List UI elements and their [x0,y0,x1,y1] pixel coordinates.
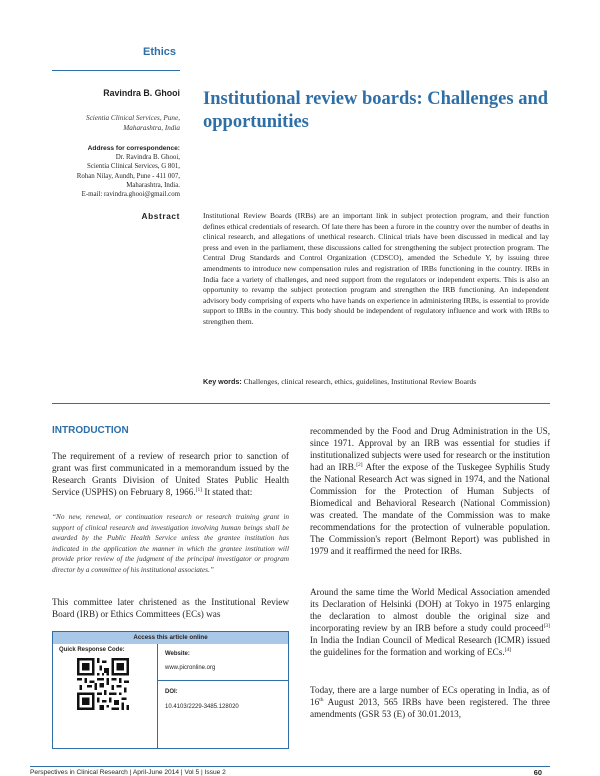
usphs-quote: “No new, renewal, or continuation research or research training grant in support of clinical research and investigation involving human beings shall be awarded by the Public Health Service unless the grantee institution has indicated in the application the manner in which the grantee institution will provide prior review of the judgment of the principal investigator or program director by a committee of his institutional associates.” [52,512,289,574]
footer-issue-date: April-June 2014 [132,769,180,776]
footer-rule [30,766,550,767]
affiliation-line: Maharashtra, India [123,124,180,132]
correspondence-address [30,144,180,199]
footer-journal: Perspectives in Clinical Research [30,769,128,776]
page-number: 60 [533,768,542,776]
citation-ref[interactable]: [3] [543,622,550,629]
keywords-label: Key words: [203,377,242,386]
box-divider [157,644,158,748]
address-heading: Address for correspondence: [87,145,180,152]
abstract-text: Institutional Review Boards (IRBs) are an important link in subject protection program, and their function defines ethical credentials of research. Of late there has been a furore in the country over the number of deaths in clinical research, and allegations of unethical research. Clinical trials have been discussed in medical and lay press and even in the parliament, these discussions called for strengthening the subject protection program. The Central Drug Standards and Control Organization (CDSCO), amended the Schedule Y, by issuing three amendments to introduce new compensation rules and registration of IRBs functioning in the country. IRBs in India face a variety of challenges, and need support from the regulators or independent experts. This is also an opportunity to revamp the subject protection program and strengthen the IRB functioning. An independent advisory body comprising of experts who have hands on experience in administering IRBs, is essential to provide support to IRBs in the country. This body should be independent of regulatory influence and work with IRBs to strengthen them. [203,211,549,326]
doi-label: DOI: [165,689,178,695]
footer-issue: Issue 2 [204,769,226,776]
footer-separator: | [127,769,133,776]
citation-ref[interactable]: [1] [195,486,203,493]
section-label: Ethics [142,46,176,58]
address-line: Rohan Nilay, Aundh, Pune - 411 007, [76,172,180,180]
abstract-label: Abstract [141,211,180,221]
footer-citation [30,769,226,776]
ordinal-suffix: th [319,696,324,703]
citation-ref[interactable]: [4] [504,646,512,653]
address-line: Dr. Ravindra B. Ghooi, [115,154,180,162]
right-paragraph-3 [310,684,550,720]
intro-paragraph-1 [52,450,289,498]
qr-label: Quick Response Code: [59,647,125,653]
section-rule [52,70,180,71]
right-p2-text: Around the same time the World Medical Association amended its Declaration of Helsinki (DOH) at Tokyo in 1975 enlarging the declaration to almost double the original size and incorporating review by an IRB before a study could proceed [310,587,550,633]
website-label: Website: [165,651,190,657]
box-divider [157,680,289,681]
qr-code-icon[interactable] [77,658,129,710]
keywords [203,377,549,387]
address-line: Maharashtra, India. [126,181,180,189]
access-box-header: Access this article online [53,632,288,644]
intro-paragraph-2: This committee later christened as the Institutional Review Board (IRB) or Ethics Committees (ECs) was [52,597,289,619]
access-article-box [52,631,289,749]
introduction-heading: INTRODUCTION [52,425,129,436]
author-affiliation [30,113,180,133]
article-title: Institutional review boards: Challenges and opportunities [203,89,549,132]
keywords-text: Challenges, clinical research, ethics, guidelines, Institutional Review Boards [243,377,477,386]
right-p1-text: After the expose of the Tuskegee Syphilis Study the National Research Act was signed in 1974, and the National Commission for the Protection of Human Subjects of Biomedical and Behavioral Research (National Commission) was created. The mandate of the Commission was to make recommendations for the protection of vulnerable population. The Commission's report (Belmont Report) was published in 1979 and it reaffirmed the need for IRBs. [310,462,550,556]
address-line: Scientia Clinical Services, G 801, [86,163,180,171]
footer-separator: | [199,769,205,776]
address-email[interactable]: E-mail: ravindra.ghooi@gmail.com [81,191,180,199]
right-p3-text: August 2013, 565 IRBs have been registered. The three amendments (GSR 53 (E) of 30.01.2013, [310,697,550,719]
author-name: Ravindra B. Ghooi [103,88,180,98]
intro-p1-text: The requirement of a review of research prior to sanction of grant was first communicated in a memorandum issued by the Research Grants Division of United States Public Health Service (USPHS) on February 8, 1966. [52,451,289,497]
right-paragraph-1 [310,425,550,557]
doi-link[interactable]: 10.4103/2229-3485.128020 [165,704,239,710]
website-link[interactable]: www.picronline.org [165,665,216,671]
footer-separator: | [179,769,185,776]
right-p1-text: recommended by the Food and Drug Administration in the US, since 1971. Approval by an IRB was essential for studies if institutionalized subjects were used for research or the institution had an IRB. [310,426,550,472]
right-p3-text: Today, there are a large number of ECs operating in India, as of 16 [310,685,550,707]
right-paragraph-2 [310,586,550,658]
section-divider [52,403,550,404]
footer-volume: Vol 5 [184,769,200,776]
affiliation-line: Scientia Clinical Services, Pune, [85,114,180,122]
citation-ref[interactable]: [2] [356,461,363,468]
intro-p1-tail: It stated that: [202,487,253,497]
right-p2-text: In India the Indian Council of Medical Research (ICMR) issued the guidelines for the formation and working of ECs. [310,635,550,657]
